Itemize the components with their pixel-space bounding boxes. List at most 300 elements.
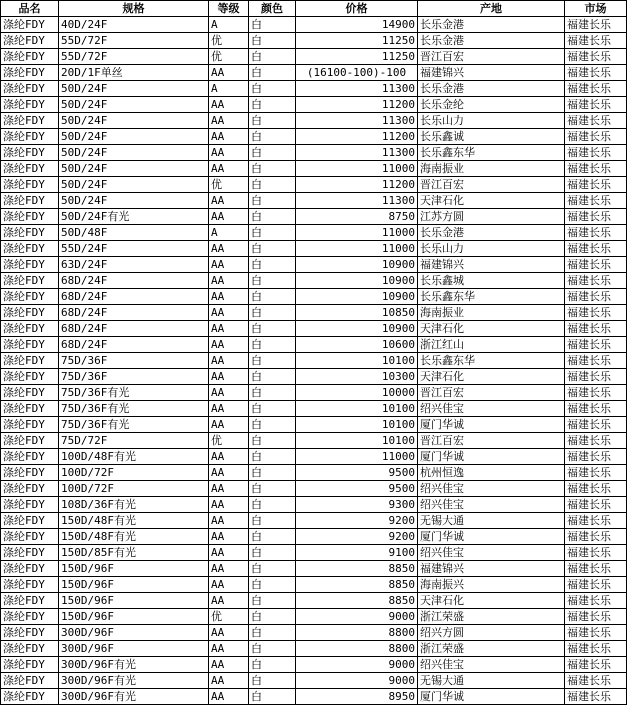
cell-origin: 绍兴方圆: [418, 625, 565, 641]
cell-market: 福建长乐: [565, 609, 627, 625]
cell-color: 白: [249, 465, 296, 481]
cell-spec: 300D/96F: [59, 625, 209, 641]
cell-origin: 杭州恒逸: [418, 465, 565, 481]
cell-grade: AA: [209, 625, 249, 641]
cell-spec: 150D/96F: [59, 577, 209, 593]
cell-color: 白: [249, 289, 296, 305]
cell-grade: AA: [209, 289, 249, 305]
cell-price: 8850: [296, 577, 418, 593]
cell-spec: 55D/72F: [59, 49, 209, 65]
cell-color: 白: [249, 209, 296, 225]
cell-origin: 绍兴佳宝: [418, 497, 565, 513]
cell-price: 9000: [296, 609, 418, 625]
cell-product: 涤纶FDY: [1, 241, 59, 257]
cell-origin: 长乐金港: [418, 33, 565, 49]
cell-origin: 晋江百宏: [418, 385, 565, 401]
cell-spec: 20D/1F单丝: [59, 65, 209, 81]
cell-price: 10900: [296, 257, 418, 273]
cell-spec: 150D/85F有光: [59, 545, 209, 561]
table-row: [1, 577, 627, 593]
cell-grade: AA: [209, 593, 249, 609]
cell-product: 涤纶FDY: [1, 321, 59, 337]
cell-market: 福建长乐: [565, 289, 627, 305]
cell-grade: AA: [209, 481, 249, 497]
cell-color: 白: [249, 113, 296, 129]
cell-spec: 150D/96F: [59, 609, 209, 625]
cell-spec: 68D/24F: [59, 289, 209, 305]
cell-grade: AA: [209, 145, 249, 161]
cell-price: 9200: [296, 513, 418, 529]
cell-origin: 长乐鑫诚: [418, 129, 565, 145]
cell-spec: 100D/48F有光: [59, 449, 209, 465]
cell-price: 8800: [296, 625, 418, 641]
cell-color: 白: [249, 97, 296, 113]
cell-price: 10000: [296, 385, 418, 401]
cell-price: 8850: [296, 561, 418, 577]
cell-product: 涤纶FDY: [1, 369, 59, 385]
cell-origin: 长乐鑫东华: [418, 145, 565, 161]
cell-spec: 50D/48F: [59, 225, 209, 241]
cell-spec: 68D/24F: [59, 273, 209, 289]
cell-product: 涤纶FDY: [1, 433, 59, 449]
table-row: [1, 257, 627, 273]
cell-product: 涤纶FDY: [1, 33, 59, 49]
cell-price: 10900: [296, 321, 418, 337]
cell-grade: AA: [209, 193, 249, 209]
cell-spec: 50D/24F: [59, 145, 209, 161]
cell-color: 白: [249, 545, 296, 561]
cell-product: 涤纶FDY: [1, 545, 59, 561]
cell-color: 白: [249, 593, 296, 609]
cell-price: 11200: [296, 177, 418, 193]
table-row: [1, 497, 627, 513]
table-row: [1, 625, 627, 641]
cell-spec: 68D/24F: [59, 321, 209, 337]
header-market: 市场: [565, 1, 627, 17]
cell-grade: AA: [209, 161, 249, 177]
cell-origin: 绍兴佳宝: [418, 401, 565, 417]
table-row: [1, 81, 627, 97]
cell-origin: 厦门华诚: [418, 417, 565, 433]
cell-color: 白: [249, 321, 296, 337]
cell-origin: 天津石化: [418, 193, 565, 209]
cell-market: 福建长乐: [565, 689, 627, 705]
cell-origin: 福建锦兴: [418, 257, 565, 273]
cell-origin: 海南振业: [418, 305, 565, 321]
cell-origin: 绍兴佳宝: [418, 545, 565, 561]
cell-origin: 海南振业: [418, 161, 565, 177]
cell-origin: 福建锦兴: [418, 561, 565, 577]
cell-product: 涤纶FDY: [1, 481, 59, 497]
cell-market: 福建长乐: [565, 593, 627, 609]
cell-market: 福建长乐: [565, 193, 627, 209]
cell-market: 福建长乐: [565, 337, 627, 353]
cell-spec: 300D/96F有光: [59, 657, 209, 673]
cell-product: 涤纶FDY: [1, 401, 59, 417]
cell-origin: 浙江荣盛: [418, 641, 565, 657]
cell-spec: 75D/36F: [59, 353, 209, 369]
cell-market: 福建长乐: [565, 673, 627, 689]
cell-spec: 75D/36F有光: [59, 385, 209, 401]
cell-price: 11300: [296, 81, 418, 97]
cell-product: 涤纶FDY: [1, 177, 59, 193]
cell-product: 涤纶FDY: [1, 273, 59, 289]
cell-origin: 福建锦兴: [418, 65, 565, 81]
cell-color: 白: [249, 353, 296, 369]
cell-grade: AA: [209, 337, 249, 353]
table-row: [1, 209, 627, 225]
cell-spec: 150D/96F: [59, 561, 209, 577]
table-row: [1, 385, 627, 401]
cell-origin: 江苏方圆: [418, 209, 565, 225]
cell-color: 白: [249, 145, 296, 161]
cell-price: 11250: [296, 49, 418, 65]
cell-color: 白: [249, 513, 296, 529]
table-row: [1, 609, 627, 625]
cell-price: 11200: [296, 97, 418, 113]
cell-price: 11300: [296, 113, 418, 129]
cell-product: 涤纶FDY: [1, 305, 59, 321]
cell-price: 11000: [296, 241, 418, 257]
cell-color: 白: [249, 305, 296, 321]
cell-color: 白: [249, 689, 296, 705]
cell-market: 福建长乐: [565, 433, 627, 449]
cell-market: 福建长乐: [565, 81, 627, 97]
cell-origin: 浙江红山: [418, 337, 565, 353]
cell-price: 10900: [296, 273, 418, 289]
cell-price: 11000: [296, 449, 418, 465]
cell-product: 涤纶FDY: [1, 497, 59, 513]
cell-grade: AA: [209, 545, 249, 561]
cell-market: 福建长乐: [565, 641, 627, 657]
cell-market: 福建长乐: [565, 385, 627, 401]
cell-grade: AA: [209, 465, 249, 481]
cell-origin: 长乐金港: [418, 81, 565, 97]
cell-grade: AA: [209, 641, 249, 657]
cell-market: 福建长乐: [565, 561, 627, 577]
cell-price: 11000: [296, 161, 418, 177]
cell-market: 福建长乐: [565, 273, 627, 289]
cell-price: 9000: [296, 657, 418, 673]
cell-product: 涤纶FDY: [1, 257, 59, 273]
cell-spec: 40D/24F: [59, 17, 209, 33]
cell-price: 11300: [296, 193, 418, 209]
cell-origin: 无锡大通: [418, 673, 565, 689]
cell-grade: AA: [209, 513, 249, 529]
cell-grade: AA: [209, 129, 249, 145]
cell-market: 福建长乐: [565, 417, 627, 433]
cell-grade: AA: [209, 673, 249, 689]
cell-origin: 长乐鑫东华: [418, 353, 565, 369]
cell-color: 白: [249, 369, 296, 385]
cell-grade: AA: [209, 689, 249, 705]
cell-market: 福建长乐: [565, 577, 627, 593]
cell-product: 涤纶FDY: [1, 145, 59, 161]
table-row: [1, 657, 627, 673]
cell-spec: 75D/72F: [59, 433, 209, 449]
cell-origin: 天津石化: [418, 369, 565, 385]
cell-spec: 75D/36F有光: [59, 417, 209, 433]
cell-price: 9300: [296, 497, 418, 513]
cell-spec: 50D/24F: [59, 177, 209, 193]
cell-product: 涤纶FDY: [1, 97, 59, 113]
table-row: [1, 113, 627, 129]
cell-spec: 50D/24F: [59, 97, 209, 113]
cell-grade: A: [209, 81, 249, 97]
cell-origin: 长乐山力: [418, 241, 565, 257]
cell-market: 福建长乐: [565, 545, 627, 561]
cell-product: 涤纶FDY: [1, 673, 59, 689]
cell-product: 涤纶FDY: [1, 385, 59, 401]
cell-price: 10100: [296, 433, 418, 449]
cell-market: 福建长乐: [565, 177, 627, 193]
cell-color: 白: [249, 161, 296, 177]
cell-product: 涤纶FDY: [1, 449, 59, 465]
cell-origin: 长乐金纶: [418, 97, 565, 113]
cell-origin: 无锡大通: [418, 513, 565, 529]
cell-spec: 150D/48F有光: [59, 529, 209, 545]
cell-color: 白: [249, 49, 296, 65]
cell-product: 涤纶FDY: [1, 161, 59, 177]
cell-price: 9000: [296, 673, 418, 689]
cell-origin: 长乐金港: [418, 225, 565, 241]
cell-origin: 晋江百宏: [418, 49, 565, 65]
table-row: [1, 481, 627, 497]
cell-grade: AA: [209, 385, 249, 401]
cell-color: 白: [249, 417, 296, 433]
cell-grade: A: [209, 225, 249, 241]
table-row: [1, 465, 627, 481]
cell-origin: 厦门华诚: [418, 449, 565, 465]
cell-market: 福建长乐: [565, 449, 627, 465]
cell-price: 11300: [296, 145, 418, 161]
cell-market: 福建长乐: [565, 257, 627, 273]
cell-grade: AA: [209, 65, 249, 81]
table-row: [1, 401, 627, 417]
header-product: 品名: [1, 1, 59, 17]
table-row: [1, 289, 627, 305]
table-row: [1, 97, 627, 113]
cell-grade: AA: [209, 353, 249, 369]
cell-color: 白: [249, 129, 296, 145]
cell-product: 涤纶FDY: [1, 193, 59, 209]
cell-grade: AA: [209, 561, 249, 577]
cell-spec: 300D/96F有光: [59, 689, 209, 705]
cell-product: 涤纶FDY: [1, 625, 59, 641]
cell-spec: 50D/24F有光: [59, 209, 209, 225]
table-row: [1, 353, 627, 369]
cell-spec: 75D/36F: [59, 369, 209, 385]
table-row: [1, 561, 627, 577]
table-row: [1, 545, 627, 561]
cell-origin: 天津石化: [418, 593, 565, 609]
cell-grade: AA: [209, 449, 249, 465]
cell-product: 涤纶FDY: [1, 529, 59, 545]
cell-product: 涤纶FDY: [1, 49, 59, 65]
cell-spec: 100D/72F: [59, 465, 209, 481]
cell-grade: AA: [209, 369, 249, 385]
table-row: [1, 529, 627, 545]
cell-color: 白: [249, 625, 296, 641]
table-row: [1, 49, 627, 65]
table-row: [1, 593, 627, 609]
cell-product: 涤纶FDY: [1, 465, 59, 481]
cell-grade: AA: [209, 401, 249, 417]
cell-market: 福建长乐: [565, 17, 627, 33]
cell-spec: 75D/36F有光: [59, 401, 209, 417]
cell-market: 福建长乐: [565, 321, 627, 337]
cell-origin: 绍兴佳宝: [418, 481, 565, 497]
cell-color: 白: [249, 257, 296, 273]
header-color: 颜色: [249, 1, 296, 17]
cell-spec: 100D/72F: [59, 481, 209, 497]
header-spec: 规格: [59, 1, 209, 17]
cell-color: 白: [249, 273, 296, 289]
table-row: [1, 145, 627, 161]
cell-origin: 长乐鑫东华: [418, 289, 565, 305]
cell-grade: AA: [209, 113, 249, 129]
table-row: [1, 433, 627, 449]
table-row: [1, 177, 627, 193]
cell-price: 10900: [296, 289, 418, 305]
table-row: [1, 129, 627, 145]
table-row: [1, 161, 627, 177]
cell-price: 9500: [296, 465, 418, 481]
cell-origin: 长乐鑫城: [418, 273, 565, 289]
table-row: [1, 225, 627, 241]
cell-price: 10100: [296, 353, 418, 369]
cell-product: 涤纶FDY: [1, 577, 59, 593]
cell-price: 11250: [296, 33, 418, 49]
cell-grade: AA: [209, 321, 249, 337]
cell-color: 白: [249, 497, 296, 513]
table-row: [1, 641, 627, 657]
header-grade: 等级: [209, 1, 249, 17]
cell-market: 福建长乐: [565, 481, 627, 497]
cell-spec: 108D/36F有光: [59, 497, 209, 513]
cell-price: 8850: [296, 593, 418, 609]
cell-price: 9100: [296, 545, 418, 561]
cell-market: 福建长乐: [565, 625, 627, 641]
cell-spec: 55D/24F: [59, 241, 209, 257]
header-origin: 产地: [418, 1, 565, 17]
table-row: [1, 369, 627, 385]
cell-color: 白: [249, 241, 296, 257]
cell-price: 10100: [296, 401, 418, 417]
cell-color: 白: [249, 385, 296, 401]
cell-color: 白: [249, 401, 296, 417]
cell-color: 白: [249, 193, 296, 209]
cell-product: 涤纶FDY: [1, 689, 59, 705]
cell-color: 白: [249, 17, 296, 33]
cell-color: 白: [249, 433, 296, 449]
cell-product: 涤纶FDY: [1, 289, 59, 305]
cell-market: 福建长乐: [565, 497, 627, 513]
table-row: [1, 321, 627, 337]
cell-spec: 150D/96F: [59, 593, 209, 609]
cell-grade: 优: [209, 177, 249, 193]
cell-spec: 50D/24F: [59, 193, 209, 209]
cell-spec: 63D/24F: [59, 257, 209, 273]
table-row: [1, 17, 627, 33]
cell-grade: AA: [209, 657, 249, 673]
cell-spec: 150D/48F有光: [59, 513, 209, 529]
cell-origin: 浙江荣盛: [418, 609, 565, 625]
cell-grade: 优: [209, 609, 249, 625]
table-row: [1, 193, 627, 209]
cell-market: 福建长乐: [565, 209, 627, 225]
cell-price: 10850: [296, 305, 418, 321]
cell-origin: 绍兴佳宝: [418, 657, 565, 673]
table-row: [1, 33, 627, 49]
cell-color: 白: [249, 609, 296, 625]
cell-price: (16100-100)-100: [296, 65, 418, 81]
cell-color: 白: [249, 641, 296, 657]
cell-color: 白: [249, 81, 296, 97]
cell-grade: AA: [209, 305, 249, 321]
cell-market: 福建长乐: [565, 529, 627, 545]
cell-price: 9200: [296, 529, 418, 545]
cell-market: 福建长乐: [565, 145, 627, 161]
cell-grade: AA: [209, 417, 249, 433]
cell-price: 14900: [296, 17, 418, 33]
cell-market: 福建长乐: [565, 513, 627, 529]
cell-color: 白: [249, 337, 296, 353]
cell-price: 10300: [296, 369, 418, 385]
cell-price: 8750: [296, 209, 418, 225]
cell-spec: 55D/72F: [59, 33, 209, 49]
cell-product: 涤纶FDY: [1, 561, 59, 577]
cell-market: 福建长乐: [565, 465, 627, 481]
cell-color: 白: [249, 481, 296, 497]
cell-market: 福建长乐: [565, 657, 627, 673]
cell-grade: AA: [209, 529, 249, 545]
header-price: 价格: [296, 1, 418, 17]
cell-product: 涤纶FDY: [1, 353, 59, 369]
cell-product: 涤纶FDY: [1, 609, 59, 625]
cell-product: 涤纶FDY: [1, 65, 59, 81]
table-row: [1, 65, 627, 81]
table-row: [1, 305, 627, 321]
cell-product: 涤纶FDY: [1, 113, 59, 129]
cell-market: 福建长乐: [565, 241, 627, 257]
cell-product: 涤纶FDY: [1, 641, 59, 657]
cell-product: 涤纶FDY: [1, 129, 59, 145]
table-row: [1, 241, 627, 257]
cell-spec: 50D/24F: [59, 129, 209, 145]
cell-color: 白: [249, 529, 296, 545]
cell-product: 涤纶FDY: [1, 657, 59, 673]
cell-product: 涤纶FDY: [1, 209, 59, 225]
cell-market: 福建长乐: [565, 129, 627, 145]
cell-market: 福建长乐: [565, 161, 627, 177]
cell-color: 白: [249, 33, 296, 49]
table-row: [1, 513, 627, 529]
cell-market: 福建长乐: [565, 113, 627, 129]
cell-price: 8800: [296, 641, 418, 657]
cell-price: 8950: [296, 689, 418, 705]
cell-grade: A: [209, 17, 249, 33]
table-row: [1, 417, 627, 433]
cell-grade: AA: [209, 257, 249, 273]
cell-market: 福建长乐: [565, 305, 627, 321]
cell-color: 白: [249, 657, 296, 673]
header-row: [1, 1, 627, 17]
cell-grade: AA: [209, 241, 249, 257]
cell-product: 涤纶FDY: [1, 513, 59, 529]
cell-price: 10100: [296, 417, 418, 433]
cell-origin: 长乐金港: [418, 17, 565, 33]
